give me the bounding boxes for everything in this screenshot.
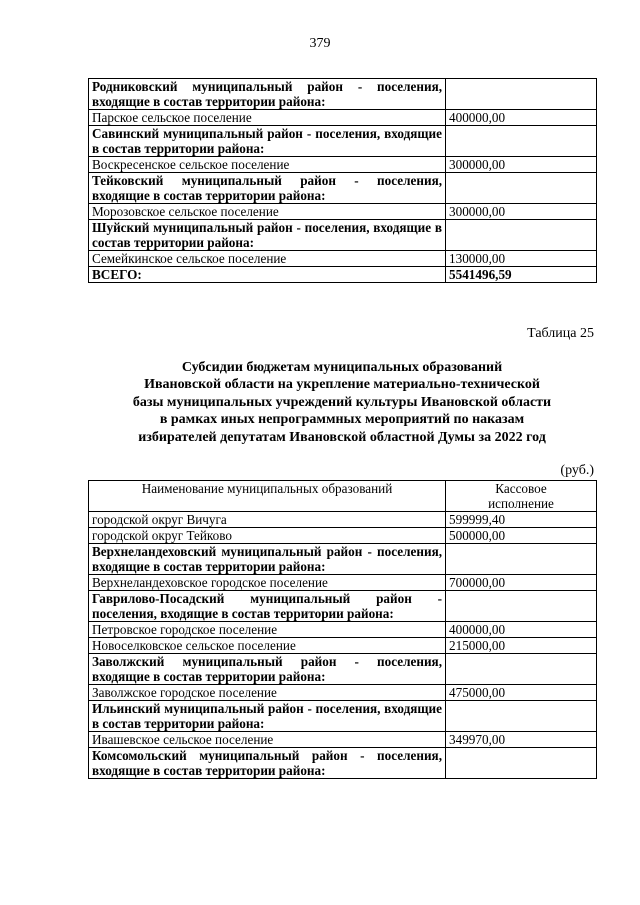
settlement-name: Парское сельское поселение <box>89 110 446 126</box>
table-label: Таблица 25 <box>527 326 594 341</box>
amount-cell: 349970,00 <box>446 732 597 748</box>
table-header-row <box>89 481 597 512</box>
amount-cell <box>446 654 597 685</box>
amount-cell <box>446 701 597 732</box>
district-group-name: Комсомольский муниципальный район - поселения, входящие в состав территории района: <box>89 748 446 779</box>
settlement-name: Ивашевское сельское поселение <box>89 732 446 748</box>
table-row <box>89 204 597 220</box>
settlement-name: Верхнеландеховское городское поселение <box>89 575 446 591</box>
amount-cell: 300000,00 <box>446 204 597 220</box>
amount-cell: 475000,00 <box>446 685 597 701</box>
table-row <box>89 528 597 544</box>
settlement-name: Новоселковское сельское поселение <box>89 638 446 654</box>
table-row <box>89 591 597 622</box>
district-group-name: Шуйский муниципальный район - поселения, входящие в состав территории района: <box>89 220 446 251</box>
amount-cell: 599999,40 <box>446 512 597 528</box>
amount-cell <box>446 220 597 251</box>
district-group-name: Верхнеландеховский муниципальный район - поселения, входящие в состав территории района: <box>89 544 446 575</box>
column-header-line: исполнение <box>488 496 554 511</box>
district-group-name: Заволжский муниципальный район - поселения, входящие в состав территории района: <box>89 654 446 685</box>
table-heading <box>88 359 596 446</box>
amount-cell: 700000,00 <box>446 575 597 591</box>
settlement-name: Морозовское сельское поселение <box>89 204 446 220</box>
settlement-name: Семейкинское сельское поселение <box>89 251 446 267</box>
amount-cell <box>446 79 597 110</box>
amount-cell: 130000,00 <box>446 251 597 267</box>
table-row <box>89 126 597 157</box>
table-row <box>89 110 597 126</box>
table-row <box>89 685 597 701</box>
table-row <box>89 575 597 591</box>
table-row <box>89 748 597 779</box>
table-row <box>89 157 597 173</box>
amount-cell: 400000,00 <box>446 110 597 126</box>
heading-line: в рамках иных непрограммных мероприятий по наказам <box>159 412 525 428</box>
settlement-name: городской округ Вичуга <box>89 512 446 528</box>
amount-cell <box>446 748 597 779</box>
table-row <box>89 220 597 251</box>
amount-cell: 500000,00 <box>446 528 597 544</box>
amount-cell: 300000,00 <box>446 157 597 173</box>
heading-line: Субсидии бюджетам муниципальных образований <box>181 360 503 375</box>
settlement-name: городской округ Тейково <box>89 528 446 544</box>
table-row <box>89 638 597 654</box>
settlement-name: Заволжское городское поселение <box>89 685 446 701</box>
table-row <box>89 79 597 110</box>
district-group-name: Гаврилово-Посадский муниципальный район - поселения, входящие в состав территории района: <box>89 591 446 622</box>
column-header-execution <box>446 481 597 512</box>
column-header-line: Кассовое <box>495 481 547 496</box>
amount-cell <box>446 544 597 575</box>
heading-line: избирателей депутатам Ивановской областной Думы за 2022 год <box>138 429 546 445</box>
amount-cell <box>446 591 597 622</box>
district-group-name: Савинский муниципальный район - поселения, входящие в состав территории района: <box>89 126 446 157</box>
currency-unit: (руб.) <box>560 463 594 478</box>
subsidy-table-continued <box>88 78 597 283</box>
amount-cell <box>446 126 597 157</box>
table-row <box>89 654 597 685</box>
table-row <box>89 251 597 267</box>
column-header-name: Наименование муниципальных образований <box>89 481 446 512</box>
table-row <box>89 732 597 748</box>
table-row <box>89 173 597 204</box>
settlement-name: Петровское городское поселение <box>89 622 446 638</box>
amount-cell <box>446 173 597 204</box>
amount-cell: 215000,00 <box>446 638 597 654</box>
district-group-name: Родниковский муниципальный район - поселения, входящие в состав территории района: <box>89 79 446 110</box>
heading-line: Ивановской области на укрепление материально-технической <box>144 377 540 393</box>
table-row <box>89 544 597 575</box>
amount-cell: 400000,00 <box>446 622 597 638</box>
table-row <box>89 267 597 283</box>
page-number: 379 <box>309 36 331 51</box>
amount-cell: 5541496,59 <box>446 267 597 283</box>
table-row <box>89 512 597 528</box>
table-row <box>89 622 597 638</box>
district-group-name: Ильинский муниципальный район - поселения, входящие в состав территории района: <box>89 701 446 732</box>
district-group-name: Тейковский муниципальный район - поселения, входящие в состав территории района: <box>89 173 446 204</box>
heading-line: базы муниципальных учреждений культуры Ивановской области <box>132 394 552 410</box>
table-row <box>89 701 597 732</box>
district-group-name: ВСЕГО: <box>89 267 446 283</box>
settlement-name: Воскресенское сельское поселение <box>89 157 446 173</box>
subsidy-table-25 <box>88 480 597 779</box>
